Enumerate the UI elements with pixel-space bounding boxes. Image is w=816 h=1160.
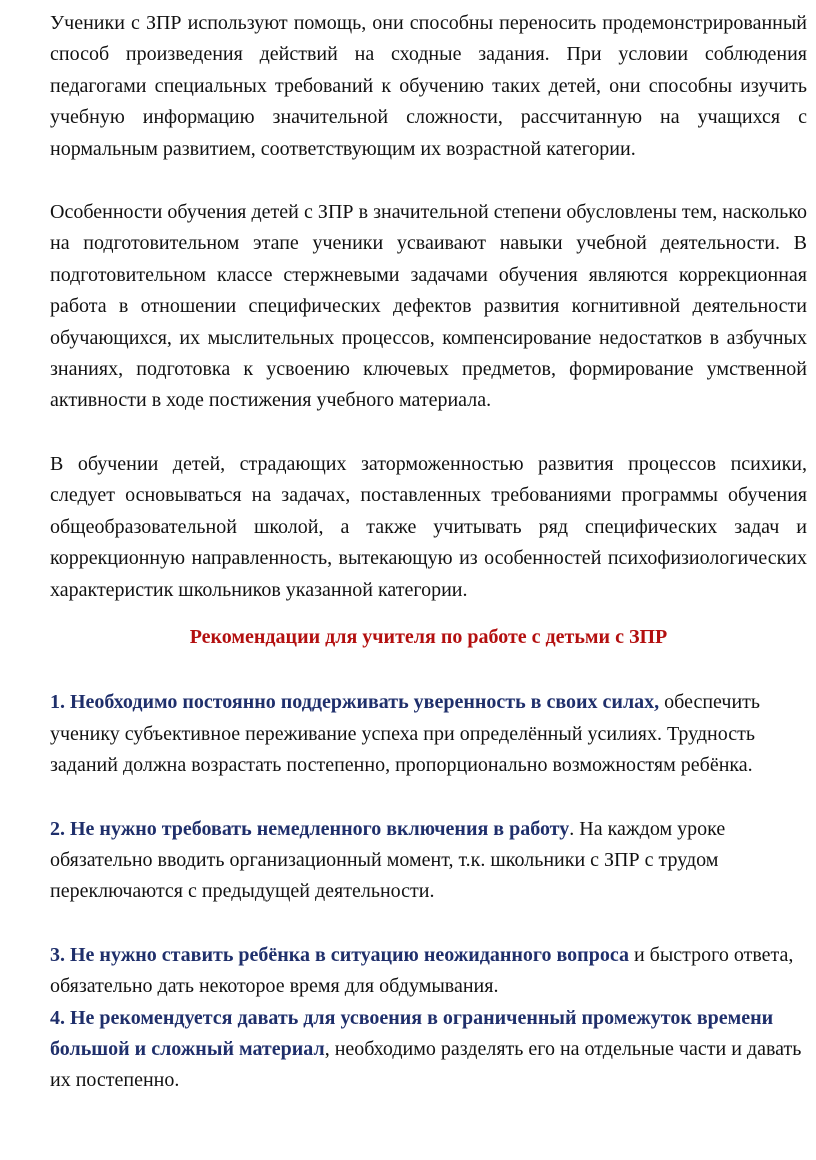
recommendation-2-lead: 2. Не нужно требовать немедленного включения в работу — [50, 817, 570, 840]
section-heading: Рекомендации для учителя по работе с детьми с ЗПР — [189, 625, 668, 648]
recommendation-4-lead: 4. Не рекомендуется давать для усвоения в ограниченный промежуток времени большой и сложный материал — [50, 1006, 774, 1060]
recommendation-3-text: и быстрого ответа, обязательно дать некоторое время для обдумывания. — [50, 943, 794, 998]
recommendation-3-lead: 3. Не нужно ставить ребёнка в ситуацию неожиданного вопроса — [50, 943, 629, 966]
recommendation-1-lead: 1. Необходимо постоянно поддерживать уверенность в своих силах, — [50, 691, 660, 714]
recommendation-4 — [50, 1003, 807, 1097]
recommendation-1 — [50, 687, 807, 781]
paragraph-3: В обучении детей, страдающих заторможенностью развития процессов психики, следует основываться на задачах, поставленных требованиями программы обучения общеобразовательной школой, а также учитывать ряд специфических задач и коррекционную направленность, вытекающую из особенностей психофизиологических характеристик школьников указанной категории. — [50, 452, 807, 601]
recommendation-1-text: обеспечить ученику субъективное переживание успеха при определённый усилиях. Трудность заданий должна возрастать постепенно, пропорционально возможностям ребёнка. — [50, 691, 761, 777]
recommendation-2-text: . На каждом уроке обязательно вводить организационный момент, т.к. школьники с ЗПР с трудом переключаются с предыдущей деятельности. — [50, 817, 726, 903]
paragraph-2: Особенности обучения детей с ЗПР в значительной степени обусловлены тем, насколько на подготовительном этапе ученики усваивают навыки учебной деятельности. В подготовительном классе стержневыми задачами обучения являются коррекционная работа в отношении специфических дефектов развития когнитивной деятельности обучающихся, их мыслительных процессов, компенсирование недостатков в азбучных знаниях, подготовка к усвоению ключевых предметов, формирование умственной активности в ходе постижения учебного материала. — [50, 201, 807, 412]
recommendation-4-text: , необходимо разделять его на отдельные части и давать их постепенно. — [50, 1037, 802, 1092]
paragraph-1: Ученики с ЗПР используют помощь, они способны переносить продемонстрированный способ произведения действий на сходные задания. При условии соблюдения педагогами специальных требований к обучению таких детей, они способны изучить учебную информацию значительной сложности, рассчитанную на учащихся с нормальным развитием, соответствующим их возрастной категории. — [50, 12, 807, 160]
recommendation-2 — [50, 814, 807, 908]
recommendation-3 — [50, 940, 807, 1003]
